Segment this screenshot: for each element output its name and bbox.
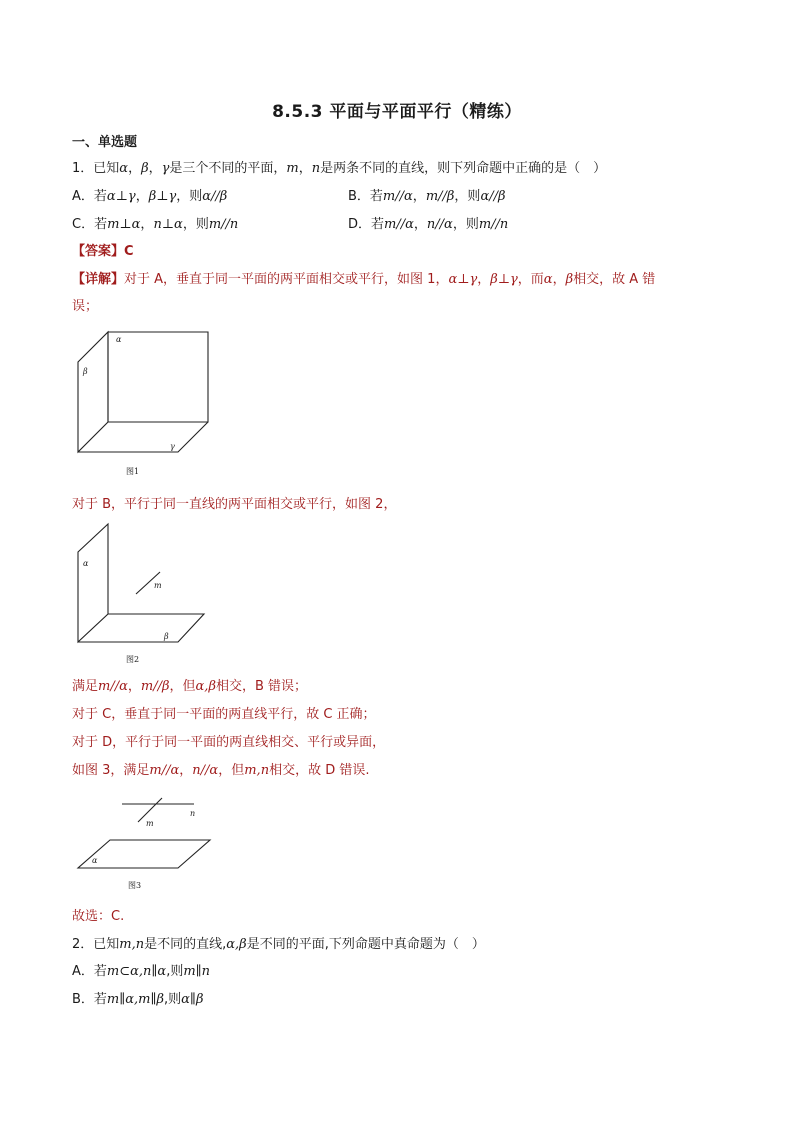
figure-2 bbox=[74, 522, 214, 667]
options-row-cd bbox=[72, 216, 722, 234]
fig1-plane-alpha bbox=[108, 332, 208, 422]
detail-line-2: 误； bbox=[72, 299, 99, 314]
fig1-label-beta: β bbox=[83, 367, 88, 376]
math-beta: β bbox=[141, 161, 149, 176]
math: m//α bbox=[98, 679, 128, 694]
math: α,β bbox=[226, 937, 247, 952]
math: β bbox=[565, 272, 574, 287]
math: m⊥α bbox=[107, 217, 141, 232]
text: ， bbox=[127, 679, 141, 694]
text: 相交，故 A 错 bbox=[573, 272, 656, 287]
text: ， bbox=[135, 189, 149, 204]
fig3-plane-alpha bbox=[78, 840, 210, 868]
figure-1 bbox=[74, 326, 214, 478]
text: 相交，故 D 错误. bbox=[269, 763, 370, 778]
math: m,n bbox=[244, 763, 270, 778]
fig1-plane-beta bbox=[78, 332, 108, 452]
fig2-plane-beta bbox=[78, 614, 204, 642]
math: m//α bbox=[384, 217, 414, 232]
answer-tag: 【答案】 bbox=[72, 244, 125, 259]
option-b bbox=[348, 188, 506, 206]
text: ， bbox=[413, 217, 427, 232]
math: α//β bbox=[202, 189, 228, 204]
math-n: n bbox=[311, 161, 321, 176]
fig2-label-alpha: α bbox=[83, 559, 89, 568]
math: m⊂α,n∥α bbox=[106, 964, 167, 979]
option-label: B．若 bbox=[72, 992, 107, 1007]
detail-line-1 bbox=[72, 271, 655, 289]
math: β⊥γ bbox=[490, 272, 518, 287]
math: β⊥γ bbox=[148, 189, 177, 204]
text: ， bbox=[477, 272, 491, 287]
fig2-plane-alpha bbox=[78, 524, 108, 642]
option-c bbox=[72, 217, 238, 232]
text: 是不同的平面,下列命题中真命题为（ ） bbox=[246, 937, 485, 952]
math: m//α bbox=[149, 763, 180, 778]
fig1-label-gamma: γ bbox=[170, 442, 175, 451]
text: ， bbox=[412, 189, 426, 204]
fig3-label-n: n bbox=[190, 809, 196, 818]
detail-line-b2 bbox=[72, 678, 307, 696]
detail-line-d2 bbox=[72, 762, 370, 780]
math: m∥n bbox=[183, 964, 211, 979]
text: ，则 bbox=[454, 189, 481, 204]
detail-line-d1: 对于 D，平行于同一平面的两直线相交、平行或异面， bbox=[72, 735, 386, 750]
text: 如图 3，满足 bbox=[72, 763, 150, 778]
text: ,则 bbox=[164, 992, 182, 1007]
math: m∥α,m∥β bbox=[106, 992, 165, 1007]
text: ， bbox=[298, 161, 312, 176]
section-heading: 一、单选题 bbox=[72, 135, 138, 150]
text: ， bbox=[179, 763, 193, 778]
option-d bbox=[348, 216, 508, 234]
math: α bbox=[543, 272, 553, 287]
text: ，而 bbox=[517, 272, 544, 287]
math: n⊥α bbox=[153, 217, 183, 232]
text: 对于 A，垂直于同一平面的两平面相交或平行，如图 1， bbox=[124, 272, 449, 287]
conclusion-line: 故选：C. bbox=[72, 909, 125, 924]
option-label: C．若 bbox=[72, 217, 108, 232]
text: ，则 bbox=[452, 217, 479, 232]
text: ， bbox=[140, 217, 154, 232]
math: α⊥γ bbox=[106, 189, 136, 204]
math: m//n bbox=[478, 217, 509, 232]
option-label: A．若 bbox=[72, 189, 107, 204]
text: ， bbox=[552, 272, 566, 287]
math-alpha: α bbox=[119, 161, 129, 176]
figure-3 bbox=[74, 796, 214, 894]
detail-line-b: 对于 B，平行于同一直线的两平面相交或平行，如图 2， bbox=[72, 497, 397, 512]
text: ， bbox=[148, 161, 162, 176]
text: 1．已知 bbox=[72, 161, 120, 176]
option-label: D．若 bbox=[348, 217, 385, 232]
fig1-caption: 图1 bbox=[126, 467, 140, 476]
question-2-stem bbox=[72, 936, 485, 954]
detail-tag: 【详解】 bbox=[72, 272, 125, 287]
q2-option-b bbox=[72, 991, 203, 1009]
text: 是三个不同的平面， bbox=[169, 161, 287, 176]
fig1-label-alpha: α bbox=[116, 335, 122, 344]
math-gamma: γ bbox=[161, 161, 170, 176]
fig2-label-m: m bbox=[154, 581, 162, 590]
math: α∥β bbox=[181, 992, 204, 1007]
math: α//β bbox=[480, 189, 506, 204]
math: α⊥γ bbox=[448, 272, 478, 287]
text: 2．已知 bbox=[72, 937, 120, 952]
fig3-label-m: m bbox=[146, 819, 154, 828]
fig3-label-alpha: α bbox=[92, 856, 98, 865]
fig2-caption: 图2 bbox=[126, 655, 140, 664]
text: 是不同的直线, bbox=[144, 937, 227, 952]
option-a bbox=[72, 189, 227, 204]
text: 相交，B 错误； bbox=[215, 679, 308, 694]
text: ，但 bbox=[218, 763, 245, 778]
fig2-label-beta: β bbox=[164, 632, 169, 641]
answer-line bbox=[72, 243, 134, 261]
text: ，但 bbox=[169, 679, 196, 694]
text: 满足 bbox=[72, 679, 99, 694]
option-label: B．若 bbox=[348, 189, 383, 204]
math: n//α bbox=[426, 217, 453, 232]
math: m//β bbox=[140, 679, 170, 694]
q2-option-a bbox=[72, 963, 210, 981]
fig1-plane-gamma bbox=[78, 422, 208, 452]
math-m: m bbox=[286, 161, 299, 176]
options-row-ab bbox=[72, 188, 722, 206]
text: ， bbox=[128, 161, 142, 176]
math: m//α bbox=[382, 189, 413, 204]
math: m,n bbox=[119, 937, 145, 952]
answer-value: C bbox=[124, 244, 134, 259]
option-label: A．若 bbox=[72, 964, 107, 979]
page-title: 8.5.3 平面与平面平行（精练） bbox=[272, 102, 522, 122]
text: ,则 bbox=[166, 964, 184, 979]
math: m//β bbox=[425, 189, 455, 204]
text: ，则 bbox=[176, 189, 203, 204]
text: 是两条不同的直线，则下列命题中正确的是（ ） bbox=[320, 161, 607, 176]
question-1-stem bbox=[72, 160, 606, 178]
detail-line-c: 对于 C，垂直于同一平面的两直线平行，故 C 正确； bbox=[72, 707, 376, 722]
fig3-caption: 图3 bbox=[128, 881, 142, 890]
math: α,β bbox=[195, 679, 216, 694]
text: ，则 bbox=[182, 217, 209, 232]
math: n//α bbox=[192, 763, 219, 778]
math: m//n bbox=[208, 217, 239, 232]
